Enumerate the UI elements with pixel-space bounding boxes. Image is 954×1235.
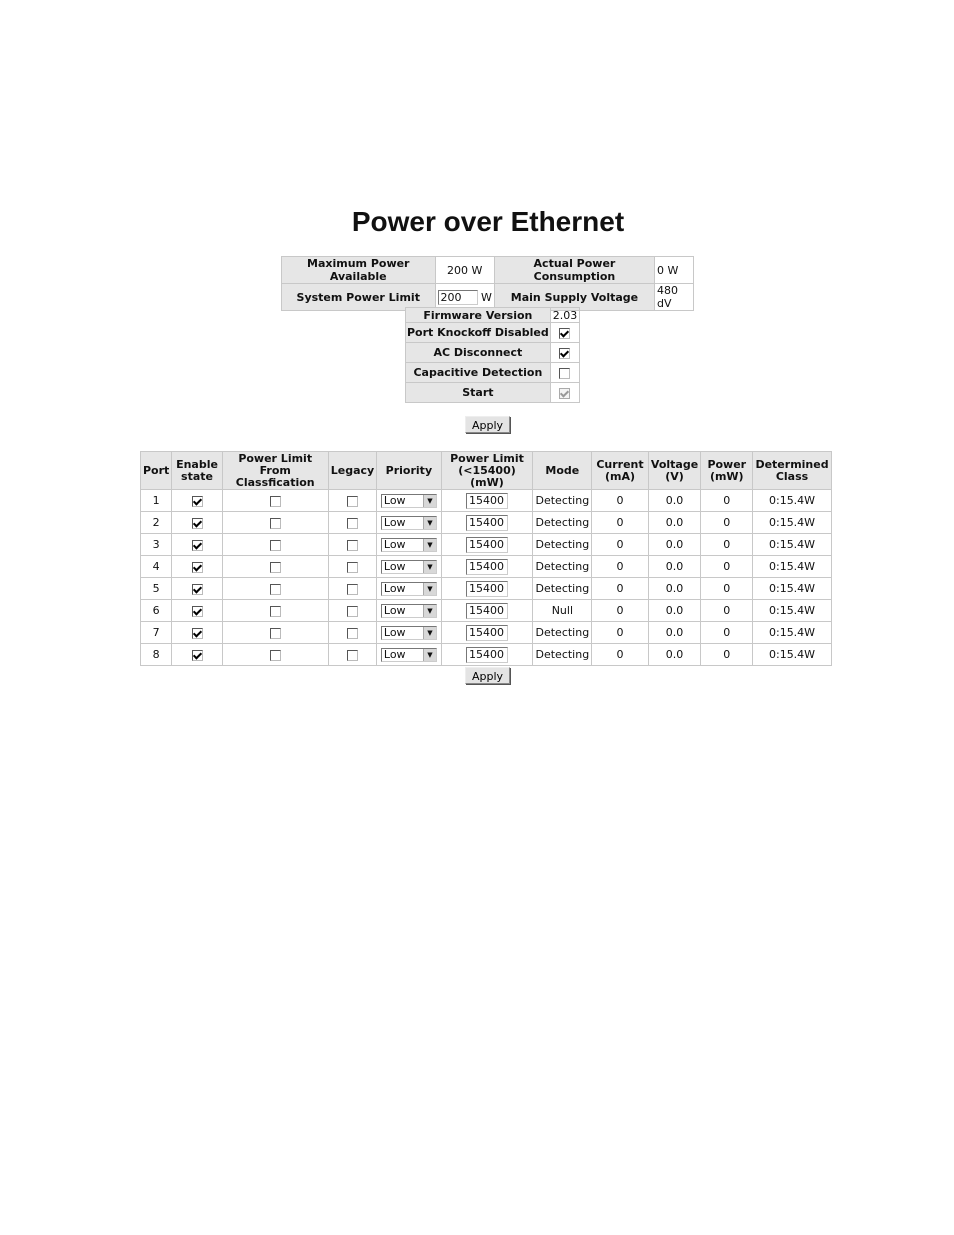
current-value: 0 bbox=[592, 622, 648, 644]
settings-row bbox=[406, 383, 580, 403]
col-limit: Power Limit (<15400) (mW) bbox=[441, 452, 533, 490]
enable-checkbox[interactable] bbox=[192, 518, 203, 529]
mode-value: Detecting bbox=[533, 578, 592, 600]
current-value: 0 bbox=[592, 512, 648, 534]
class-value: 0:15.4W bbox=[753, 578, 832, 600]
col-priority: Priority bbox=[377, 452, 441, 490]
chevron-down-icon[interactable]: ▼ bbox=[423, 627, 436, 639]
settings-checkbox[interactable] bbox=[559, 368, 570, 379]
mode-value: Detecting bbox=[533, 534, 592, 556]
system-limit-unit: W bbox=[481, 290, 492, 304]
col-enable: Enable state bbox=[172, 452, 222, 490]
main-voltage-label: Main Supply Voltage bbox=[494, 284, 654, 311]
voltage-value: 0.0 bbox=[648, 622, 701, 644]
plfc-checkbox[interactable] bbox=[270, 650, 281, 661]
page-title: Power over Ethernet bbox=[351, 206, 625, 237]
enable-checkbox[interactable] bbox=[192, 540, 203, 551]
enable-checkbox[interactable] bbox=[192, 584, 203, 595]
port-number: 3 bbox=[141, 534, 172, 556]
priority-value: Low bbox=[383, 604, 406, 617]
priority-value: Low bbox=[383, 494, 406, 507]
col-legacy: Legacy bbox=[328, 452, 376, 490]
table-row bbox=[141, 600, 832, 622]
class-value: 0:15.4W bbox=[753, 622, 832, 644]
max-power-value: 200 W bbox=[435, 257, 494, 284]
system-settings-table bbox=[405, 307, 580, 403]
legacy-checkbox[interactable] bbox=[347, 518, 358, 529]
voltage-value: 0.0 bbox=[648, 556, 701, 578]
col-mode: Mode bbox=[533, 452, 592, 490]
class-value: 0:15.4W bbox=[753, 644, 832, 666]
settings-checkbox-cell bbox=[550, 383, 580, 403]
current-value: 0 bbox=[592, 534, 648, 556]
legacy-checkbox[interactable] bbox=[347, 540, 358, 551]
limit-cell bbox=[441, 578, 533, 600]
chevron-down-icon[interactable]: ▼ bbox=[423, 605, 436, 617]
plfc-cell bbox=[222, 534, 328, 556]
chevron-down-icon[interactable]: ▼ bbox=[423, 561, 436, 573]
limit-cell bbox=[441, 490, 533, 512]
plfc-cell bbox=[222, 556, 328, 578]
apply-ports-button[interactable]: Apply bbox=[465, 667, 510, 684]
apply-settings-button[interactable]: Apply bbox=[465, 416, 510, 433]
power-limit-input[interactable]: 15400 bbox=[466, 625, 508, 641]
priority-value: Low bbox=[383, 516, 406, 529]
col-port: Port bbox=[141, 452, 172, 490]
plfc-cell bbox=[222, 600, 328, 622]
table-row bbox=[141, 578, 832, 600]
settings-checkbox-cell bbox=[550, 363, 580, 383]
mode-value: Detecting bbox=[533, 512, 592, 534]
port-number: 4 bbox=[141, 556, 172, 578]
legacy-checkbox[interactable] bbox=[347, 606, 358, 617]
plfc-cell bbox=[222, 644, 328, 666]
plfc-cell bbox=[222, 578, 328, 600]
settings-label: Capacitive Detection bbox=[406, 363, 551, 383]
settings-row bbox=[406, 323, 580, 343]
port-number: 7 bbox=[141, 622, 172, 644]
priority-value: Low bbox=[383, 560, 406, 573]
power-limit-input[interactable]: 15400 bbox=[466, 581, 508, 597]
priority-select[interactable] bbox=[381, 516, 437, 530]
enable-cell bbox=[172, 490, 222, 512]
chevron-down-icon[interactable]: ▼ bbox=[423, 517, 436, 529]
settings-label: Port Knockoff Disabled bbox=[406, 323, 551, 343]
power-limit-input[interactable]: 15400 bbox=[466, 559, 508, 575]
power-value: 0 bbox=[701, 578, 753, 600]
settings-checkbox-cell bbox=[550, 323, 580, 343]
col-power: Power (mW) bbox=[701, 452, 753, 490]
limit-cell bbox=[441, 512, 533, 534]
plfc-cell bbox=[222, 512, 328, 534]
enable-cell bbox=[172, 578, 222, 600]
enable-checkbox[interactable] bbox=[192, 606, 203, 617]
priority-value: Low bbox=[383, 538, 406, 551]
voltage-value: 0.0 bbox=[648, 578, 701, 600]
table-row bbox=[141, 490, 832, 512]
port-number: 2 bbox=[141, 512, 172, 534]
legacy-cell bbox=[328, 512, 376, 534]
legacy-checkbox[interactable] bbox=[347, 650, 358, 661]
enable-cell bbox=[172, 600, 222, 622]
limit-cell bbox=[441, 534, 533, 556]
power-limit-input[interactable]: 15400 bbox=[466, 493, 508, 509]
settings-row bbox=[406, 363, 580, 383]
priority-select[interactable] bbox=[381, 648, 437, 662]
class-value: 0:15.4W bbox=[753, 512, 832, 534]
power-limit-input[interactable]: 15400 bbox=[466, 603, 508, 619]
actual-consumption-label: Actual Power Consumption bbox=[494, 257, 654, 284]
plfc-checkbox[interactable] bbox=[270, 496, 281, 507]
class-value: 0:15.4W bbox=[753, 490, 832, 512]
priority-select[interactable] bbox=[381, 560, 437, 574]
enable-cell bbox=[172, 512, 222, 534]
priority-select[interactable] bbox=[381, 604, 437, 618]
chevron-down-icon[interactable]: ▼ bbox=[423, 583, 436, 595]
limit-cell bbox=[441, 622, 533, 644]
legacy-checkbox[interactable] bbox=[347, 584, 358, 595]
priority-select[interactable] bbox=[381, 582, 437, 596]
plfc-checkbox[interactable] bbox=[270, 540, 281, 551]
class-value: 0:15.4W bbox=[753, 534, 832, 556]
priority-cell bbox=[377, 490, 441, 512]
table-row bbox=[141, 622, 832, 644]
current-value: 0 bbox=[592, 600, 648, 622]
power-limit-input[interactable]: 15400 bbox=[466, 647, 508, 663]
power-value: 0 bbox=[701, 556, 753, 578]
chevron-down-icon[interactable]: ▼ bbox=[423, 649, 436, 661]
port-number: 5 bbox=[141, 578, 172, 600]
mode-value: Detecting bbox=[533, 556, 592, 578]
legacy-cell bbox=[328, 578, 376, 600]
mode-value: Null bbox=[533, 600, 592, 622]
port-table bbox=[140, 451, 832, 666]
limit-cell bbox=[441, 644, 533, 666]
voltage-value: 0.0 bbox=[648, 600, 701, 622]
chevron-down-icon[interactable]: ▼ bbox=[423, 539, 436, 551]
power-value: 0 bbox=[701, 512, 753, 534]
priority-select[interactable] bbox=[381, 494, 437, 508]
legacy-checkbox[interactable] bbox=[347, 562, 358, 573]
priority-cell bbox=[377, 644, 441, 666]
settings-label: Start bbox=[406, 383, 551, 403]
limit-cell bbox=[441, 556, 533, 578]
mode-value: Detecting bbox=[533, 622, 592, 644]
current-value: 0 bbox=[592, 556, 648, 578]
settings-checkbox[interactable] bbox=[559, 328, 570, 339]
priority-value: Low bbox=[383, 626, 406, 639]
current-value: 0 bbox=[592, 578, 648, 600]
power-summary-table bbox=[281, 256, 694, 311]
port-number: 1 bbox=[141, 490, 172, 512]
priority-select[interactable] bbox=[381, 538, 437, 552]
enable-checkbox[interactable] bbox=[192, 628, 203, 639]
enable-checkbox[interactable] bbox=[192, 562, 203, 573]
power-limit-input[interactable]: 15400 bbox=[466, 537, 508, 553]
legacy-cell bbox=[328, 490, 376, 512]
col-voltage: Voltage (V) bbox=[648, 452, 701, 490]
limit-cell bbox=[441, 600, 533, 622]
max-power-label: Maximum Power Available bbox=[282, 257, 436, 284]
legacy-checkbox[interactable] bbox=[347, 496, 358, 507]
class-value: 0:15.4W bbox=[753, 600, 832, 622]
plfc-checkbox[interactable] bbox=[270, 584, 281, 595]
power-value: 0 bbox=[701, 644, 753, 666]
priority-cell bbox=[377, 578, 441, 600]
settings-checkbox-cell bbox=[550, 343, 580, 363]
legacy-cell bbox=[328, 556, 376, 578]
col-plfc: Power Limit From Classfication bbox=[222, 452, 328, 490]
priority-cell bbox=[377, 512, 441, 534]
main-voltage-value: 480 dV bbox=[655, 284, 694, 311]
firmware-value: 2.03 bbox=[550, 308, 580, 323]
power-value: 0 bbox=[701, 490, 753, 512]
legacy-cell bbox=[328, 600, 376, 622]
settings-checkbox[interactable] bbox=[559, 348, 570, 359]
voltage-value: 0.0 bbox=[648, 490, 701, 512]
settings-checkbox bbox=[559, 388, 570, 399]
plfc-checkbox[interactable] bbox=[270, 562, 281, 573]
power-value: 0 bbox=[701, 534, 753, 556]
voltage-value: 0.0 bbox=[648, 512, 701, 534]
priority-cell bbox=[377, 556, 441, 578]
settings-row bbox=[406, 343, 580, 363]
enable-checkbox[interactable] bbox=[192, 496, 203, 507]
priority-cell bbox=[377, 534, 441, 556]
enable-cell bbox=[172, 644, 222, 666]
enable-cell bbox=[172, 556, 222, 578]
power-value: 0 bbox=[701, 622, 753, 644]
col-current: Current (mA) bbox=[592, 452, 648, 490]
system-limit-input[interactable]: 200 bbox=[438, 290, 478, 305]
priority-cell bbox=[377, 622, 441, 644]
priority-select[interactable] bbox=[381, 626, 437, 640]
plfc-cell bbox=[222, 622, 328, 644]
chevron-down-icon[interactable]: ▼ bbox=[423, 495, 436, 507]
class-value: 0:15.4W bbox=[753, 556, 832, 578]
priority-value: Low bbox=[383, 648, 406, 661]
firmware-label: Firmware Version bbox=[406, 308, 551, 323]
port-number: 6 bbox=[141, 600, 172, 622]
legacy-cell bbox=[328, 534, 376, 556]
table-row bbox=[141, 644, 832, 666]
power-limit-input[interactable]: 15400 bbox=[466, 515, 508, 531]
actual-consumption-value: 0 W bbox=[655, 257, 694, 284]
table-row bbox=[141, 512, 832, 534]
plfc-cell bbox=[222, 490, 328, 512]
settings-label: AC Disconnect bbox=[406, 343, 551, 363]
plfc-checkbox[interactable] bbox=[270, 628, 281, 639]
current-value: 0 bbox=[592, 644, 648, 666]
legacy-cell bbox=[328, 622, 376, 644]
table-row bbox=[141, 556, 832, 578]
priority-cell bbox=[377, 600, 441, 622]
system-limit-label: System Power Limit bbox=[282, 284, 436, 311]
power-value: 0 bbox=[701, 600, 753, 622]
col-class: Determined Class bbox=[753, 452, 832, 490]
port-number: 8 bbox=[141, 644, 172, 666]
enable-checkbox[interactable] bbox=[192, 650, 203, 661]
enable-cell bbox=[172, 622, 222, 644]
plfc-checkbox[interactable] bbox=[270, 518, 281, 529]
table-row bbox=[141, 534, 832, 556]
plfc-checkbox[interactable] bbox=[270, 606, 281, 617]
current-value: 0 bbox=[592, 490, 648, 512]
enable-cell bbox=[172, 534, 222, 556]
voltage-value: 0.0 bbox=[648, 534, 701, 556]
legacy-checkbox[interactable] bbox=[347, 628, 358, 639]
priority-value: Low bbox=[383, 582, 406, 595]
mode-value: Detecting bbox=[533, 490, 592, 512]
voltage-value: 0.0 bbox=[648, 644, 701, 666]
legacy-cell bbox=[328, 644, 376, 666]
mode-value: Detecting bbox=[533, 644, 592, 666]
